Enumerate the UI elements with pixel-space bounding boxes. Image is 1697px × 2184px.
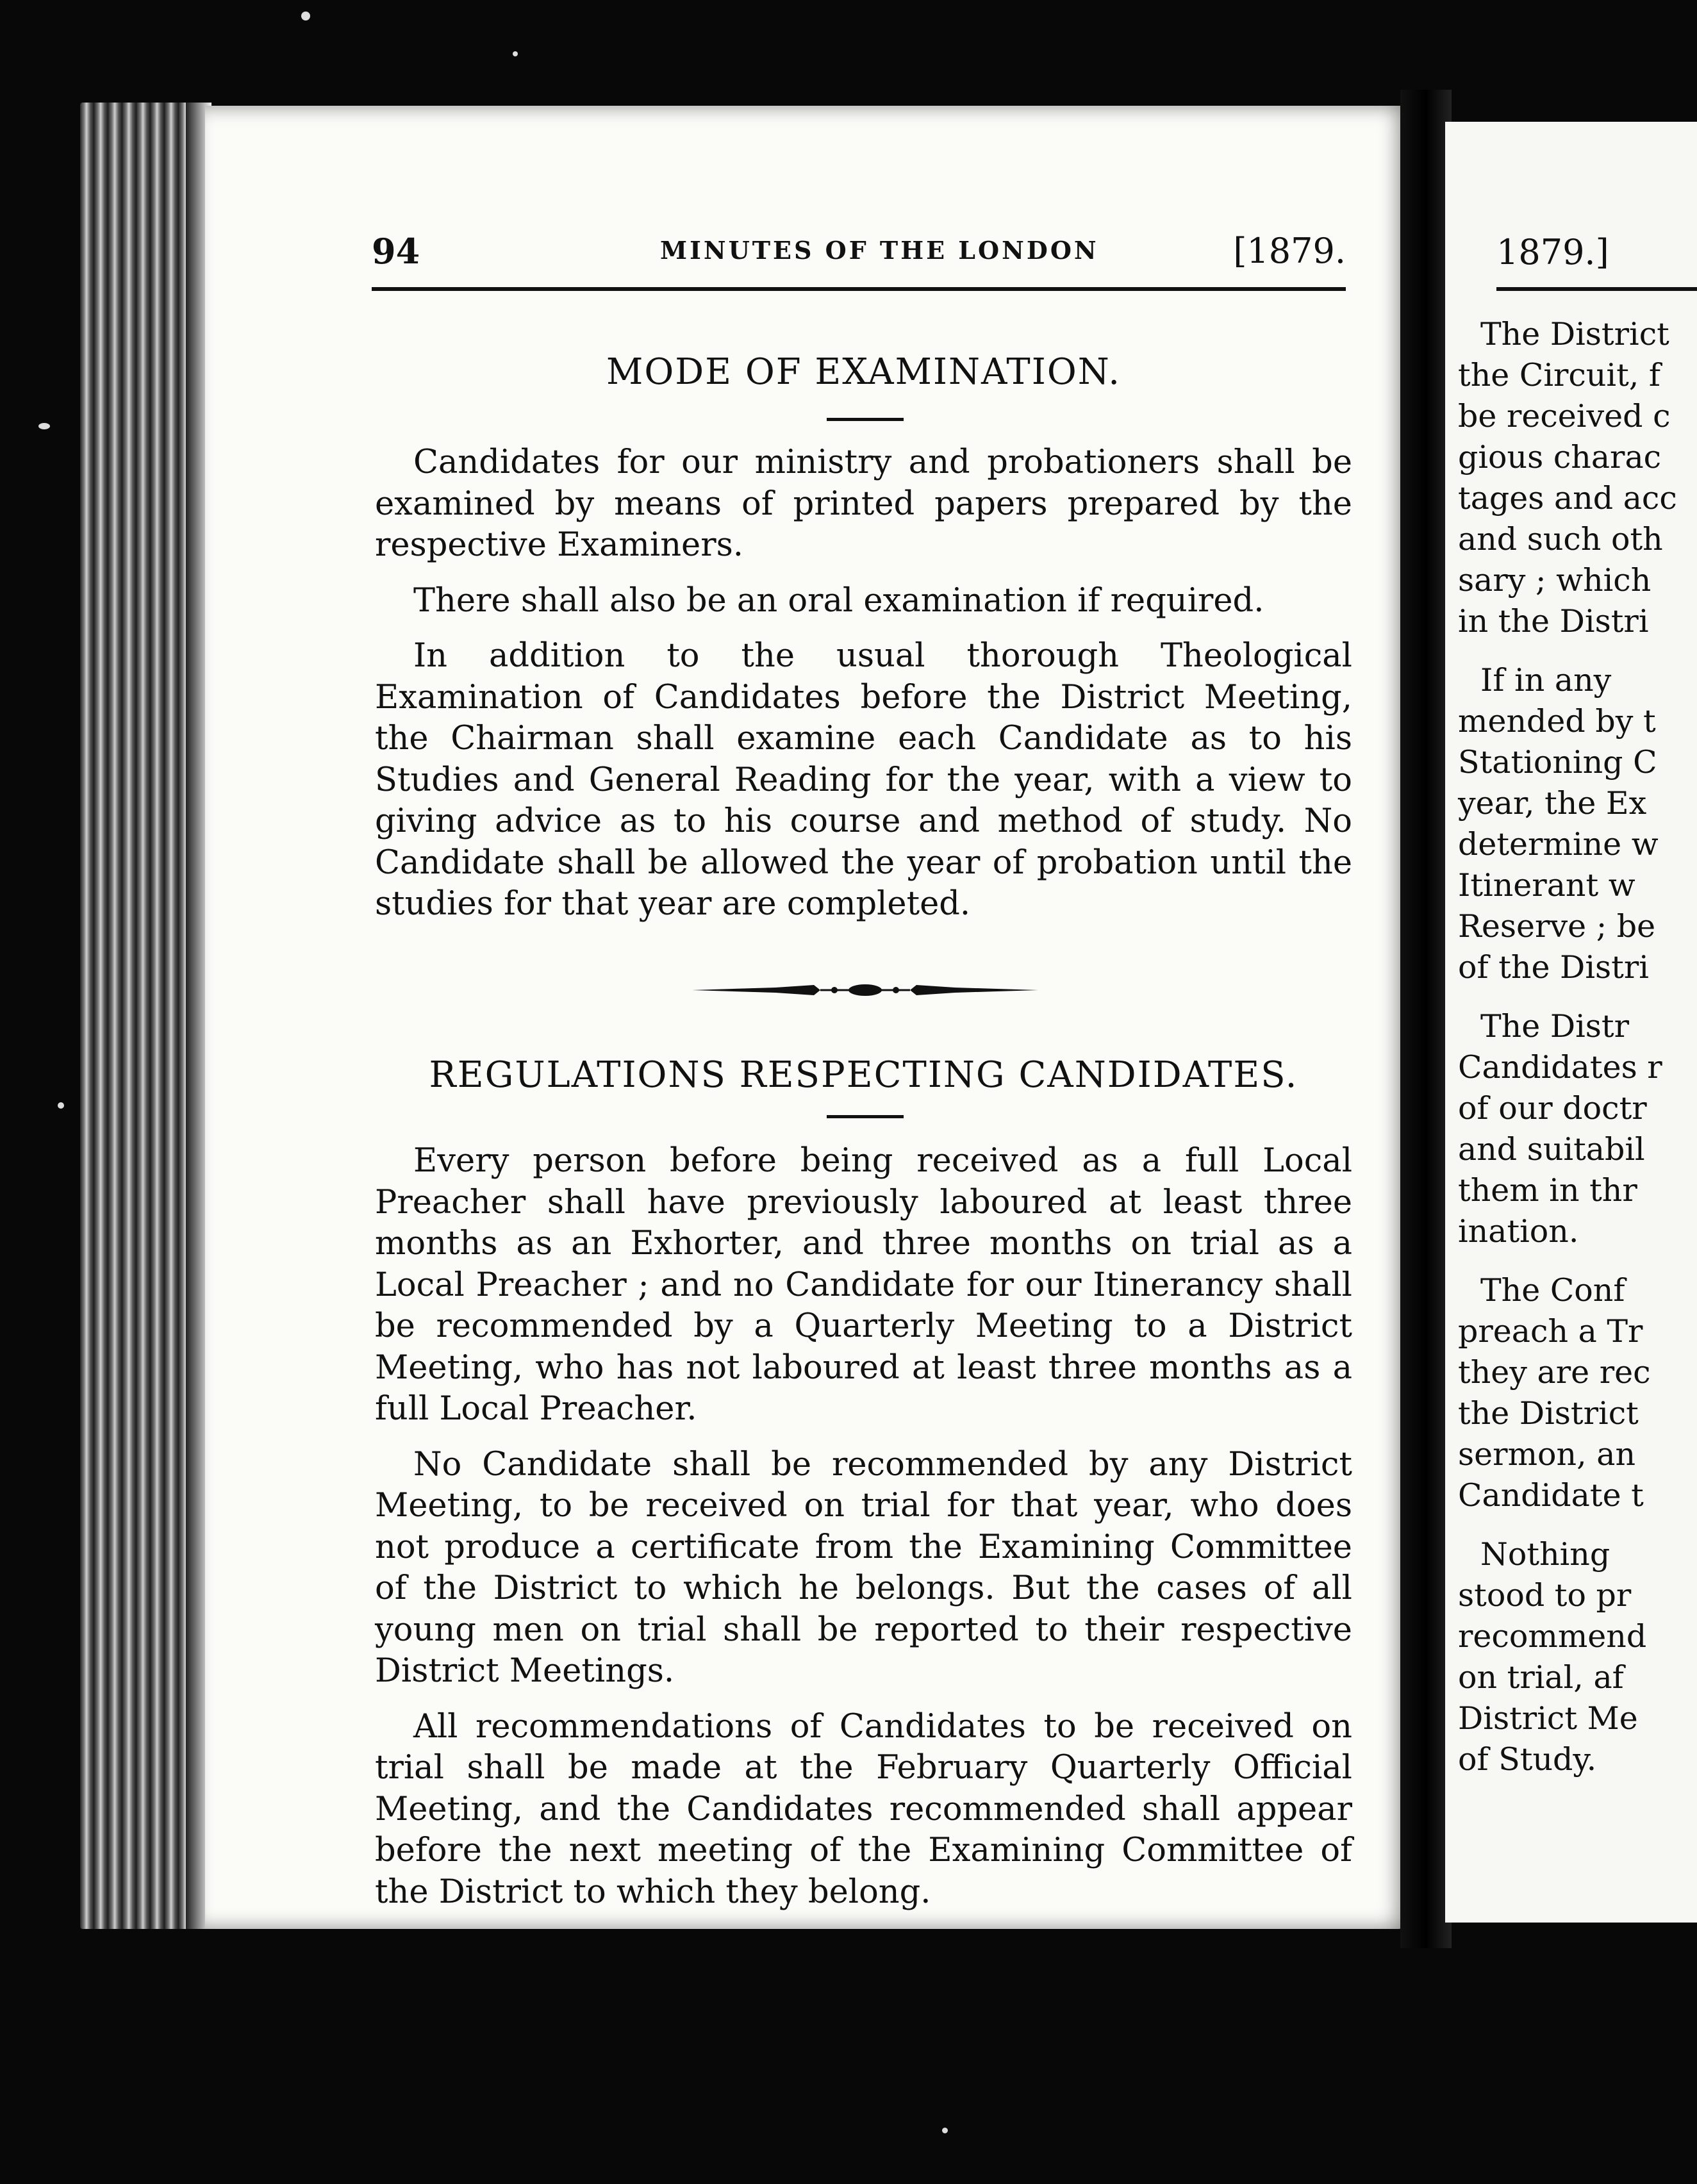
right-page-line: The Distr (1480, 1008, 1630, 1045)
right-page-line: they are rec (1458, 1354, 1651, 1391)
right-page-line: them in thr (1458, 1172, 1637, 1209)
ornament-divider (692, 977, 1038, 1003)
right-page-line: The Conf (1480, 1272, 1625, 1309)
right-page-line: sermon, an (1458, 1436, 1636, 1473)
paragraph: All recommendations of Candidates to be received on trial shall be made at the February Quarterly Official Meeting, and the Candidates recommended shall appear before the next meeting of the Examining Committee of the District to which they belong. (375, 1707, 1352, 1911)
right-page-paragraph (1458, 660, 1697, 988)
header-rule (372, 287, 1346, 291)
right-page-line: Candidates r (1458, 1049, 1662, 1086)
right-page-paragraph (1458, 1006, 1697, 1252)
scan-speck (942, 2128, 948, 2133)
right-page-line: of the Distri (1458, 949, 1649, 986)
section-body-regulations (375, 1141, 1352, 1913)
section-title-rule (827, 418, 904, 421)
section-title-rule (827, 1115, 904, 1118)
book-page-edges (80, 103, 211, 1929)
right-page-line: Itinerant w (1458, 867, 1635, 904)
right-page-line: If in any (1480, 662, 1612, 699)
running-title: MINUTES OF THE LONDON (660, 236, 1099, 265)
right-page-line: The District (1480, 316, 1669, 352)
right-page-line: be received c (1458, 398, 1671, 434)
right-page-line: preach a Tr (1458, 1313, 1643, 1350)
book-gutter (1400, 90, 1452, 1948)
right-page-line: in the Distri (1458, 603, 1649, 640)
right-page (1445, 122, 1697, 1923)
right-page-line: determine w (1458, 826, 1659, 863)
right-page-line: and such oth (1458, 521, 1663, 558)
paragraph: Every person before being received as a full Local Preacher shall have previously laboured at least three months as an Exhorter, and three months on trial as a Local Preacher ; and no Candidate for our Itinerancy shall be recommended by a Quarterly Meeting to a District Meeting, who has not laboured at least three months as a full Local Preacher. (375, 1142, 1352, 1428)
running-year: [1879. (1233, 231, 1346, 271)
right-page-line: on trial, af (1458, 1659, 1624, 1696)
right-page-line: tages and acc (1458, 480, 1677, 517)
right-page-line: mended by t (1458, 703, 1656, 740)
scan-speck (301, 12, 310, 21)
right-page-paragraph (1458, 1534, 1697, 1780)
paragraph: Candidates for our ministry and probationers shall be examined by means of printed papers prepared by the respective Examiners. (375, 443, 1352, 564)
right-page-line: and suitabil (1458, 1131, 1645, 1168)
running-head (372, 231, 1346, 282)
section-body-mode-of-examination (375, 442, 1352, 925)
right-page-line: Stationing C (1458, 744, 1657, 781)
page-number: 94 (372, 231, 420, 272)
right-page-line: the District (1458, 1395, 1639, 1432)
right-page-line: ination. (1458, 1213, 1579, 1250)
right-page-line: Candidate t (1458, 1477, 1644, 1514)
scan-speck (513, 51, 518, 56)
right-header-rule (1496, 287, 1697, 291)
right-page-line: sary ; which (1458, 562, 1651, 599)
right-page-line: recommend (1458, 1618, 1647, 1655)
right-page-line: year, the Ex (1458, 785, 1647, 822)
paragraph: No Candidate shall be recommended by any District Meeting, to be received on trial for that year, who does not produce a certificate from the Examining Committee of the District to which he belongs. But the cases of all young men on trial shall be reported to their respective District Meetings. (375, 1445, 1352, 1690)
right-page-line: gious charac (1458, 439, 1662, 476)
paragraph: In addition to the usual thorough Theological Examination of Candidates before the District Meeting, the Chairman shall examine each Candidate as to his Studies and General Reading for the year, with a view to giving advice as to his course and method of study. No Candidate shall be allowed the year of probation until the studies for that year are completed. (375, 637, 1352, 923)
scan-speck (58, 1102, 64, 1109)
right-page-header: 1879.] (1496, 232, 1609, 272)
section-title-regulations: REGULATIONS RESPECTING CANDIDATES. (429, 1054, 1298, 1096)
right-page-line: District Me (1458, 1700, 1638, 1737)
right-page-line: stood to pr (1458, 1577, 1632, 1614)
right-page-text (1458, 314, 1697, 1798)
right-page-paragraph (1458, 314, 1697, 642)
scan-speck (38, 423, 50, 429)
right-page-line: the Circuit, f (1458, 357, 1661, 393)
right-page-line: of Study. (1458, 1741, 1597, 1778)
right-page-line: of our doctr (1458, 1090, 1647, 1127)
right-page-line: Nothing (1480, 1536, 1610, 1573)
section-title-mode-of-examination: MODE OF EXAMINATION. (606, 351, 1122, 393)
paragraph: There shall also be an oral examination if required. (413, 581, 1264, 620)
right-page-paragraph (1458, 1270, 1697, 1516)
right-page-line: Reserve ; be (1458, 908, 1656, 945)
